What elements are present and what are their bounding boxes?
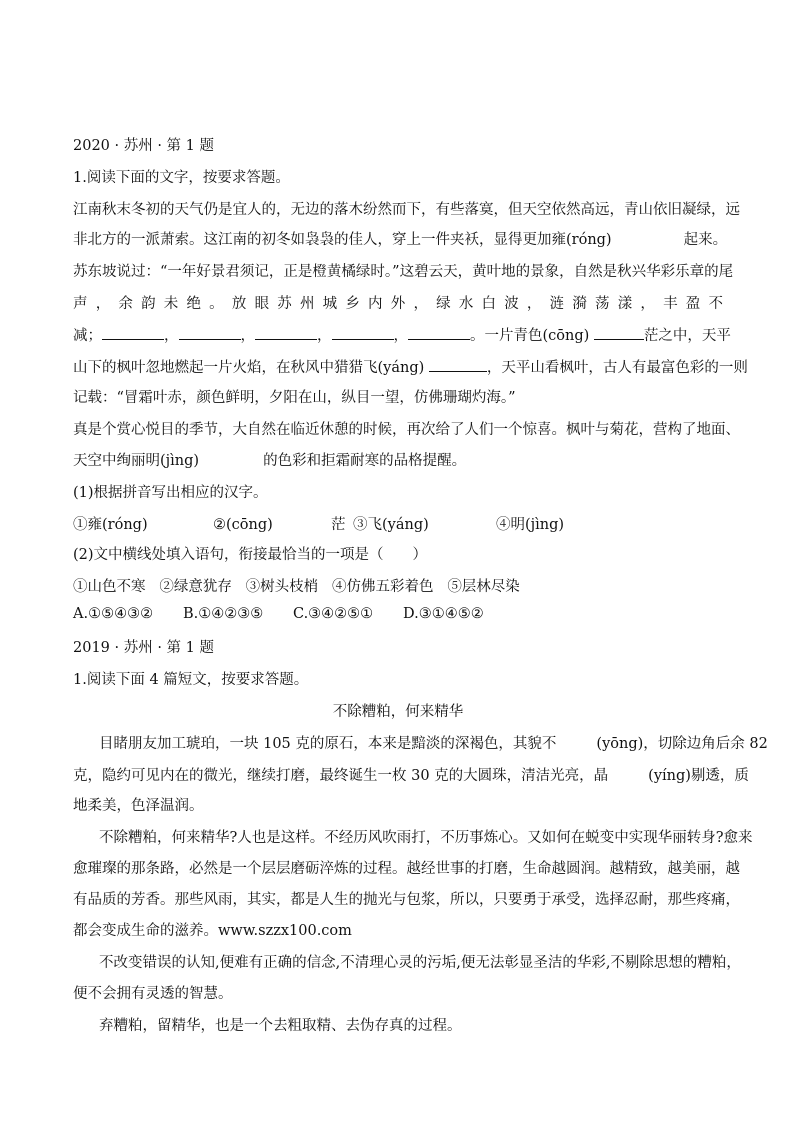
answer-blank: [332, 325, 394, 340]
passage-line: [73, 449, 466, 470]
answer-blank: [594, 325, 644, 340]
passage-line: 都会变成生命的滋养。www.szzx100.com: [73, 923, 352, 939]
sub-question-2: (2)文中横线处填入语句，衔接最恰当的一项是（ ）: [73, 547, 428, 563]
source-heading-2020: 2020 · 苏州 · 第 1 题: [73, 138, 214, 154]
pinyin-item: ①雍(róng): [73, 517, 148, 533]
passage-line: 便不会拥有灵透的智慧。: [73, 986, 233, 1002]
article-title: 不除糟粕，何来精华: [332, 704, 464, 720]
answer-blank: [255, 325, 317, 340]
phrase-item: ④仿佛五彩着色: [331, 579, 434, 595]
passage-text: 减；: [73, 328, 102, 344]
answer-blank: [179, 325, 241, 340]
passage-line: 有品质的芳香。那些风雨，其实，都是人生的抛光与包浆，所以，只要勇于承受，选择忍耐，那些疼痛，: [73, 892, 740, 908]
passage-line: [73, 356, 748, 377]
question-intro-2020: 1.阅读下面的文字，按要求答题。: [73, 170, 290, 186]
passage-line: 不改变错误的认知,便难有正确的信念,不清理心灵的污垢,便无法彰显圣洁的华彩,不剔除思想的糟粕，: [99, 955, 741, 971]
passage-text: (yōng)，切除边角后余 82: [596, 736, 768, 752]
passage-text: 天空中绚丽明(jìng): [73, 453, 200, 469]
passage-line: [73, 764, 749, 785]
passage-line: 江南秋末冬初的天气仍是宜人的，无边的落木纷然而下，有些落寞，但天空依然高远，青山依旧凝绿，远: [73, 202, 740, 218]
phrase-item: ②绿意犹存: [159, 579, 232, 595]
phrase-item: ③树头枝梢: [245, 579, 319, 595]
source-heading-2019: 2019 · 苏州 · 第 1 题: [73, 640, 214, 656]
passage-line: [73, 228, 727, 249]
choice-d: D.③①④⑤②: [403, 606, 484, 622]
pinyin-item: ③飞(yáng): [353, 517, 429, 533]
passage-text: 非北方的一派萧索。这江南的初冬如袅袅的佳人，穿上一件夹袄，显得更加雍(róng): [73, 232, 612, 248]
answer-blank: [102, 325, 164, 340]
passage-line: 减； ， ， ， ， 。一片青色(cōng) 茫之中，天平: [73, 324, 731, 345]
passage-text: ，天平山看枫叶，古人有最富色彩的一则: [486, 360, 748, 376]
passage-text: 目睹朋友加工琥珀，一块 105 克的原石，本来是黯淡的深褐色，其貌不: [99, 736, 557, 752]
choice-a: A.①⑤④③②: [73, 606, 154, 622]
phrase-item: ①山色不寒: [73, 579, 146, 595]
answer-blank: [408, 325, 470, 340]
pinyin-items: [73, 513, 564, 534]
passage-text: (yíng)剔透，质: [648, 768, 749, 784]
passage-text: 山下的枫叶忽地燃起一片火焰，在秋风中猎猎飞(yáng): [73, 360, 425, 376]
passage-line: 声 ， 余 韵 未 绝 。 放 眼 苏 州 城 乡 内 外 ， 绿 水 白 波 ， 涟 漪 荡 漾 ， 丰 盈 不: [73, 296, 723, 312]
passage-text: 起来。: [683, 232, 728, 248]
passage-text: 的色彩和拒霜耐寒的品格提醒。: [263, 453, 467, 469]
passage-line: [99, 732, 768, 753]
passage-line: 不除糟粕，何来精华?人也是这样。不经历风吹雨打，不历事炼心。又如何在蜕变中实现华丽转身?愈来: [99, 830, 753, 846]
passage-line: 苏东坡说过：“一年好景君须记，正是橙黄橘绿时。”这碧云天，黄叶地的景象，自然是秋兴华彩乐章的尾: [73, 264, 734, 280]
passage-line: 弃糟粕，留精华，也是一个去粗取精、去伪存真的过程。: [99, 1018, 462, 1034]
pinyin-item: 茫: [331, 517, 346, 533]
passage-text: 。一片青色(cōng): [470, 328, 590, 344]
answer-choices: [73, 606, 484, 622]
passage-text: 克，隐约可见内在的微光，继续打磨，最终诞生一枚 30 克的大圆珠，清洁光亮，晶: [73, 768, 609, 784]
choice-c: C.③④②⑤①: [293, 606, 374, 622]
choice-b: B.①④②③⑤: [183, 606, 264, 622]
passage-line: 地柔美，色泽温润。: [73, 798, 204, 814]
passage-line: 记载：“冒霜叶赤，颜色鲜明，夕阳在山，纵目一望，仿佛珊瑚灼海。”: [73, 390, 516, 406]
sub-question-1: (1)根据拼音写出相应的汉字。: [73, 485, 268, 501]
phrase-list: [73, 575, 520, 596]
pinyin-item: ②(cōng): [213, 517, 273, 533]
answer-blank: [429, 357, 487, 372]
question-intro-2019: 1.阅读下面 4 篇短文，按要求答题。: [73, 672, 309, 688]
passage-line: 真是个赏心悦目的季节，大自然在临近休憩的时候，再次给了人们一个惊喜。枫叶与菊花，营构了地面、: [73, 422, 740, 438]
phrase-item: ⑤层林尽染: [447, 579, 520, 595]
pinyin-item: ④明(jìng): [496, 517, 565, 533]
passage-line: 愈璀璨的那条路，必然是一个层层磨砺淬炼的过程。越经世事的打磨，生命越圆润。越精致，越美丽，越: [73, 861, 740, 877]
passage-text: 茫之中，天平: [643, 328, 731, 344]
